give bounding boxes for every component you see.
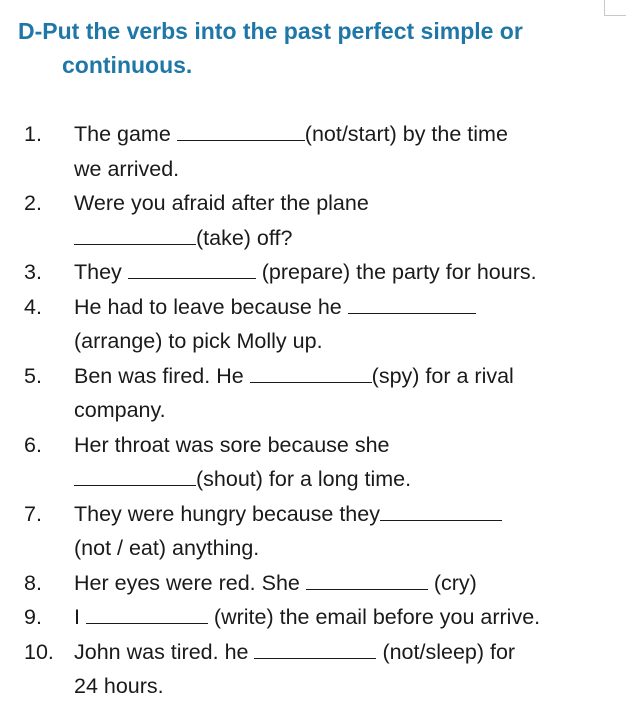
item-6-line-2 bbox=[0, 462, 626, 497]
item-text: company. bbox=[74, 398, 166, 422]
item-10-line-1 bbox=[0, 635, 626, 670]
text-segment: They were hungry because they bbox=[74, 501, 380, 526]
exercise-item-10 bbox=[0, 635, 626, 704]
item-text bbox=[74, 117, 508, 152]
item-5-line-1 bbox=[0, 359, 626, 394]
answer-blank[interactable] bbox=[250, 362, 372, 383]
answer-blank[interactable] bbox=[128, 258, 256, 279]
item-2-line-2 bbox=[0, 221, 626, 256]
item-number: 4. bbox=[24, 294, 42, 319]
item-text bbox=[74, 497, 502, 532]
text-segment: (write) the email before you arrive. bbox=[207, 605, 541, 629]
answer-blank[interactable] bbox=[74, 465, 196, 486]
item-text bbox=[74, 462, 411, 497]
item-number: 9. bbox=[24, 605, 42, 629]
item-text: (not / eat) anything. bbox=[74, 536, 260, 560]
page-corner-mark bbox=[604, 0, 626, 16]
exercise-list bbox=[0, 117, 626, 704]
answer-blank[interactable] bbox=[177, 120, 305, 141]
answer-blank[interactable] bbox=[254, 638, 376, 659]
answer-blank[interactable] bbox=[306, 569, 428, 590]
answer-blank[interactable] bbox=[74, 224, 196, 245]
text-segment: (prepare) the party for hours. bbox=[255, 260, 537, 284]
item-9-line-1 bbox=[0, 600, 626, 635]
item-text: Her throat was sore because she bbox=[74, 432, 390, 457]
item-number: 5. bbox=[24, 363, 42, 388]
exercise-item-2 bbox=[0, 186, 626, 255]
item-number: 7. bbox=[24, 501, 42, 526]
text-segment: They bbox=[74, 260, 128, 284]
text-segment: John was tired. he bbox=[74, 639, 255, 664]
item-text: we arrived. bbox=[74, 156, 180, 181]
item-text: (arrange) to pick Molly up. bbox=[74, 329, 323, 353]
item-4-line-2 bbox=[0, 324, 626, 359]
item-text bbox=[74, 600, 540, 635]
item-3-line-1 bbox=[0, 255, 626, 290]
answer-blank[interactable] bbox=[348, 293, 476, 314]
item-number: 3. bbox=[24, 260, 42, 284]
exercise-item-6 bbox=[0, 428, 626, 497]
text-segment: (not/start) by the time bbox=[304, 122, 508, 146]
heading-line-1: D-Put the verbs into the past perfect simple or bbox=[18, 18, 523, 44]
item-number: 2. bbox=[24, 191, 42, 215]
text-segment: The game bbox=[74, 122, 177, 146]
item-7-line-1 bbox=[0, 497, 626, 532]
text-segment: (cry) bbox=[427, 570, 477, 595]
exercise-item-4 bbox=[0, 290, 626, 359]
answer-blank[interactable] bbox=[86, 603, 208, 624]
item-text bbox=[74, 359, 514, 394]
answer-blank[interactable] bbox=[380, 500, 502, 521]
exercise-heading bbox=[18, 14, 578, 82]
text-segment: (not/sleep) for bbox=[376, 639, 516, 664]
item-text bbox=[74, 635, 515, 670]
item-4-line-1 bbox=[0, 290, 626, 325]
item-number: 6. bbox=[24, 432, 42, 457]
exercise-item-3 bbox=[0, 255, 626, 290]
item-5-line-2 bbox=[0, 393, 626, 428]
exercise-item-9 bbox=[0, 600, 626, 635]
item-text bbox=[74, 290, 476, 325]
item-number: 10. bbox=[24, 639, 54, 664]
item-10-line-2 bbox=[0, 669, 626, 704]
item-number: 8. bbox=[24, 570, 42, 595]
item-1-line-1 bbox=[0, 117, 626, 152]
text-segment: I bbox=[74, 605, 86, 629]
text-segment: (spy) for a rival bbox=[371, 363, 514, 388]
text-segment: He had to leave because he bbox=[74, 294, 348, 319]
text-segment: (shout) for a long time. bbox=[196, 467, 412, 491]
heading-line-2: continuous. bbox=[62, 52, 193, 78]
exercise-item-7 bbox=[0, 497, 626, 566]
item-number: 1. bbox=[24, 122, 42, 146]
item-6-line-1 bbox=[0, 428, 626, 463]
item-7-line-2 bbox=[0, 531, 626, 566]
item-2-line-1 bbox=[0, 186, 626, 221]
item-text bbox=[74, 221, 292, 256]
exercise-item-5 bbox=[0, 359, 626, 428]
text-segment: (take) off? bbox=[196, 225, 293, 250]
item-text bbox=[74, 255, 537, 290]
item-text: Were you afraid after the plane bbox=[74, 191, 369, 215]
text-segment: Her eyes were red. She bbox=[74, 570, 306, 595]
item-1-line-2 bbox=[0, 152, 626, 187]
text-segment: Ben was fired. He bbox=[74, 363, 250, 388]
exercise-item-8 bbox=[0, 566, 626, 601]
exercise-item-1 bbox=[0, 117, 626, 186]
item-8-line-1 bbox=[0, 566, 626, 601]
item-text bbox=[74, 566, 477, 601]
item-text: 24 hours. bbox=[74, 674, 164, 698]
